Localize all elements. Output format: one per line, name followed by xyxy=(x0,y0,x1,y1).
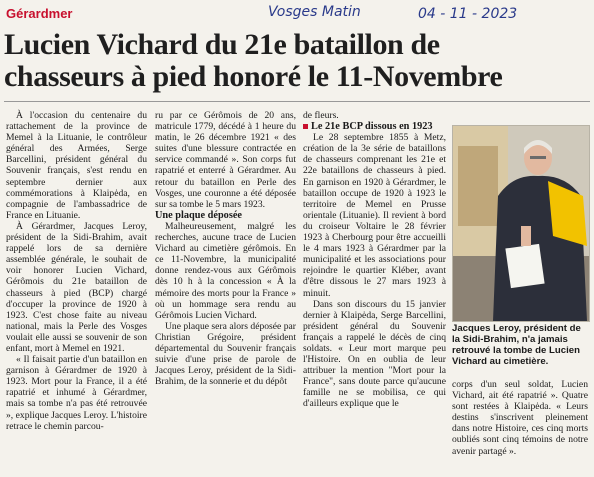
paragraph: Malheureusement, malgré les recherches, aucune trace de Lucien Vichard au cimetière gérômois. En ce 11-Novembre, la municipalité donne rendez-vous aux Gérômois dès 10 h à la concession « À la mémoire des morts pour la France » où un hommage sera rendu au Gérômois Lucien Vichard. xyxy=(155,220,296,321)
paragraph: ru par ce Gérômois de 20 ans, matricule 1779, décédé à 1 heure du matin, le 26 décembre 1921 « des suites d'une blessure contractée en service commandé ». Son corps fut rapatrié et enterré à Gérardmer. Au retour du bataillon en Perle des Vosges, une couronne a été déposée sur sa tombe le 5 mars 1923. xyxy=(155,110,296,210)
article-column-4 xyxy=(452,379,588,457)
subheading-bcp-dissolved xyxy=(303,121,446,132)
photo-jacques-leroy xyxy=(452,125,590,322)
paragraph: Le 28 septembre 1855 à Metz, création de la 3e série de bataillons de chasseurs comprenant les 21e et 22e bataillons de chasseurs à pied. En garnison en 1920 à Gérardmer, le bataillon occupe de 1920 à 1923 le territoire de Memel en Prusse orientale (Lituanie). Il revient à bord du croiseur Voltaire le 28 février 1923 à Cherbourg pour être accueilli le 4 mars 1923 à Gérardmer par la municipalité et les associations pour rejoindre le quartier Kléber, avant d'être dissous le 27 mars 1923 à minuit. xyxy=(303,132,446,299)
photo-caption: Jacques Leroy, président de la Sidi-Brahim, n'a jamais retrouvé la tombe de Lucien Vichard au cimetière. xyxy=(452,323,581,367)
paragraph: À Gérardmer, Jacques Leroy, président de la Sidi-Brahim, avait rappelé lors de sa dernière assemblée générale, le souhait de voir honorer Lucien Vichard, Gérômois du 21e bataillon de chasseurs à pied (BCP) chargé d'occuper la province de 1920 à 1923. C'est chose faite au niveau national, mais la Perle des Vosges voulait elle aussi se souvenir de son enfant, mort à Memel en 1921. xyxy=(6,220,147,354)
headline-line-1: Lucien Vichard du 21e bataillon de xyxy=(4,28,440,61)
article-column-3 xyxy=(303,110,446,410)
handwritten-source-note: Vosges Matin xyxy=(268,4,361,20)
paragraph: corps d'un seul soldat, Lucien Vichard, ait été rapatrié ». Quatre sont restées à Klaipėda. « Leurs destins s'inscrivent pleinement dans notre Histoire, ces cinq morts oubliés sont cinq témoins de notre avenir partagé ». xyxy=(452,379,588,457)
subheading-text: Le 21e BCP dissous en 1923 xyxy=(311,121,433,133)
headline-divider xyxy=(4,101,590,102)
article-column-2 xyxy=(155,110,296,387)
headline-line-2: chasseurs à pied honoré le 11-Novembre xyxy=(4,60,503,93)
paragraph: À l'occasion du centenaire du rattachement de la province de Memel à la Lituanie, le contrôleur général des Armées, Serge Barcellini, président général du Souvenir français, s'est rendu en septembre dernier aux commémorations à Klaipėda, en compagnie de l'ambassadrice de France en Lituanie. xyxy=(6,110,147,221)
handwritten-date-note: 04 - 11 - 2023 xyxy=(418,6,518,22)
article-column-1 xyxy=(6,110,147,432)
photo-illustration xyxy=(453,126,589,321)
paragraph: « Il faisait partie d'un bataillon en garnison à Gérardmer de 1920 à 1923. Mort pour la France, il a été rapatrié et inhumé à Gérardmer, mais sa tombe n'a pas été retrouvée », explique Jacques Leroy. L'histoire retrace le chemin parcou- xyxy=(6,354,147,432)
article-headline xyxy=(4,29,592,93)
paragraph: Une plaque sera alors déposée par Christian Grégoire, président départemental du Souvenir français suivie d'une prise de parole de Jacques Leroy, président de la Sidi-Brahim, de la sonnerie et du dépôt xyxy=(155,320,296,388)
paragraph: de fleurs. xyxy=(303,110,339,121)
section-kicker: Gérardmer xyxy=(6,6,73,21)
paragraph: Dans son discours du 15 janvier dernier à Klaipėda, Serge Barcellini, président général du Souvenir français a rappelé le décès de cinq soldats. « Leur mort marque peu l'Histoire. On en oublia de leur attribuer la mention "Mort pour la France", sans doute parce qu'aucune famille ne se mobilisa, ce qui d'ailleurs explique que le xyxy=(303,298,446,410)
red-square-icon xyxy=(303,124,308,129)
subheading-plaque: Une plaque déposée xyxy=(155,209,242,221)
